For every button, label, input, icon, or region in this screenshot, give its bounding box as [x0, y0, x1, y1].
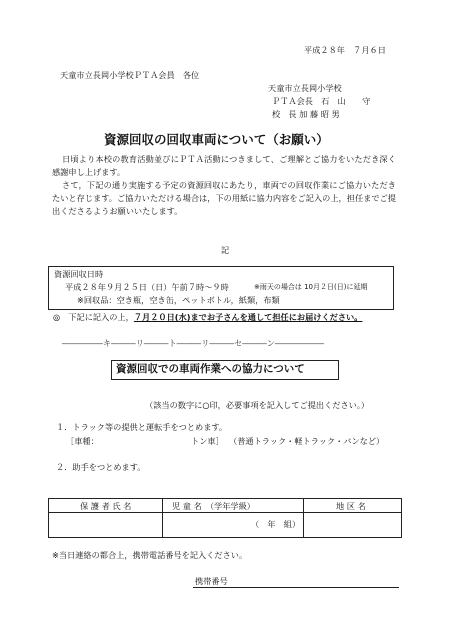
cut-line: ―――――キ―――リ―――ト―――リ―――セ―――ン――――――	[62, 338, 325, 348]
sender-pta-president: ＰＴＡ会長 石 山 守	[272, 96, 371, 106]
submit-deadline: ７月２０日(水)までお子さんを通して担任にお届けください。	[133, 312, 363, 322]
submit-prefix: ◎ 下記に記入の上，	[53, 312, 134, 322]
vehicle-type-note: （普通トラック・軽トラック・バンなど）	[229, 436, 385, 446]
greeting-paragraph: 日頃より本校の教育活動並びにＰＴＡ活動につきまして、ご理解とご協力をいただき深く感謝申し上げます。	[52, 154, 396, 177]
header-district: 地 区 名	[336, 501, 366, 511]
rain-note: ※雨天の場合は 10月２日(日)に延期	[254, 283, 368, 291]
guardian-name-field[interactable]	[49, 513, 162, 536]
header-child-name: 児 童 名 （学年学級）	[172, 501, 255, 511]
request-paragraph: さて，下記の通り実施する予定の資源回収にあたり，車両での回収作業にご協力いただきたいと存じます。ご協力いただける場合は，下の用紙に協力内容をご記入の上，担任までご提出くださるようお願いいたします。	[52, 180, 396, 216]
ki-heading: 記	[221, 245, 230, 255]
document-title: 資源回収の回収車両について（お願い）	[104, 132, 329, 147]
option-assistant[interactable]: ２．助手をつとめます。	[56, 462, 146, 472]
recipient-line: 天童市立長岡小学校ＰＴＡ会員 各位	[60, 70, 200, 80]
sender-school: 天童市立長岡小学校	[268, 83, 342, 93]
schedule-heading: 資源回収日時	[54, 269, 104, 279]
header-guardian-name: 保 護 者 氏 名	[80, 501, 132, 511]
sender-principal: 校 長 加 藤 昭 男	[272, 109, 340, 119]
vehicle-ton-unit: トン車］	[191, 436, 224, 446]
form-instruction: （該当の数字に○印，必要事項を記入してご提出ください。）	[145, 400, 370, 410]
grade-class-field: （ 年 組）	[251, 519, 301, 529]
document-date: 平成２８年 ７月６日	[304, 45, 386, 55]
phone-label: 携帯番号	[195, 576, 228, 586]
district-field[interactable]	[304, 513, 400, 536]
phone-note: ※当日連絡の都合上，携帯電話番号を記入ください。	[52, 550, 248, 560]
schedule-date: 平成２８年９月２５日（日）午前７時～９時	[65, 282, 229, 292]
collected-items: ※回収品：空き瓶，空き缶，ペットボトル，紙類，布類	[77, 295, 280, 305]
submit-instruction	[53, 313, 362, 321]
vehicle-type-label: ［車種：	[66, 436, 99, 446]
form-title: 資源回収での車両作業への協力について	[116, 363, 305, 375]
phone-underline[interactable]	[193, 587, 399, 588]
option-truck[interactable]: １．トラック等の提供と運転手をつとめます。	[56, 422, 228, 432]
